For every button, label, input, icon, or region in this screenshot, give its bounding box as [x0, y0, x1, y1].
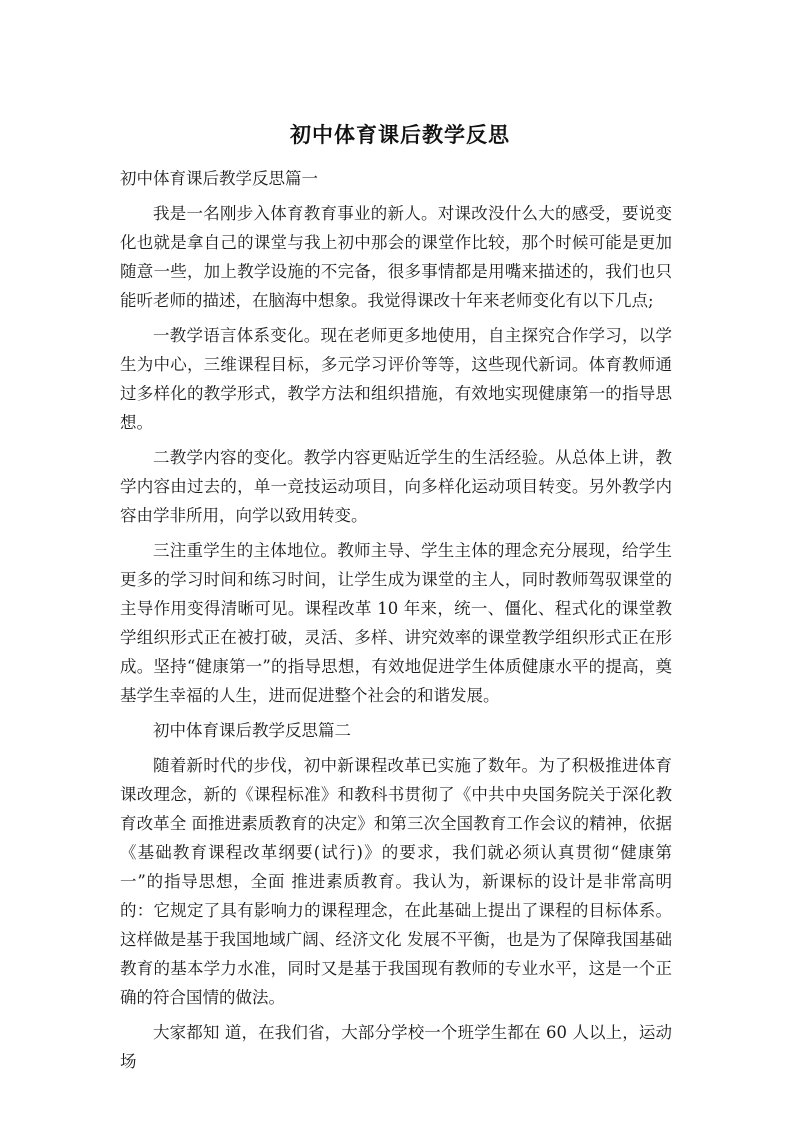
- paragraph: 大家都知 道，在我们省，大部分学校一个班学生都在 60 人以上，运动场: [120, 1023, 672, 1071]
- paragraph: 三注重学生的主体地位。教师主导、学生主体的理念充分展现，给学生更多的学习时间和练习时间，让学生成为课堂的主人，同时教师驾驭课堂的主导作用变得清晰可见。课程改革 10 年来，统一、僵化、程式化的课堂教学组织形式正在被打破，灵活、多样、讲究效率的课堂教学组织形式正在形成。坚持“健康第一”的指导思想，有效地促进学生体质健康水平的提高，奠基学生幸福的人生，进而促进整个社会的和谐发展。: [120, 541, 672, 705]
- section-heading-1: 初中体育课后教学反思篇一: [120, 169, 318, 188]
- section-heading-2: 初中体育课后教学反思篇二: [153, 721, 351, 740]
- document-title: 初中体育课后教学反思: [290, 123, 510, 147]
- paragraph: 一教学语言体系变化。现在老师更多地使用，自主探究合作学习，以学生为中心，三维课程目标，多元学习评价等等，这些现代新词。体育教师通过多样化的教学形式，教学方法和组织措施，有效地实现健康第一的指导思想。: [120, 326, 672, 432]
- paragraph: 二教学内容的变化。教学内容更贴近学生的生活经验。从总体上讲，教学内容由过去的，单一竞技运动项目，向多样化运动项目转变。另外教学内容由学非所用，向学以致用转变。: [120, 448, 672, 525]
- paragraph: 我是一名刚步入体育教育事业的新人。对课改没什么大的感受，要说变化也就是拿自己的课堂与我上初中那会的课堂作比较，那个时候可能是更加随意一些，加上教学设施的不完备，很多事情都是用嘴来描述的，我们也只能听老师的描述，在脑海中想象。我觉得课改十年来老师变化有以下几点;: [120, 204, 672, 310]
- paragraph: 随着新时代的步伐，初中新课程改革已实施了数年。为了积极推进体育课改理念，新的《课程标准》和教科书贯彻了《中共中央国务院关于深化教育改革全 面推进素质教育的决定》和第三次全国教育工作会议的精神，依据《基础教育课程改革纲要(试行)》的要求，我们就必须认真贯彻“健康第一”的指导思想，全面 推进素质教育。我认为，新课标的设计是非常高明的：它规定了具有影响力的课程理念，在此基础上提出了课程的目标体系。这样做是基于我国地域广阔、经济文化 发展不平衡，也是为了保障我国基础教育的基本学力水准，同时又是基于我国现有教师的专业水平，这是一个正确的符合国情的做法。: [120, 756, 672, 1007]
- document-body: [120, 164, 672, 1082]
